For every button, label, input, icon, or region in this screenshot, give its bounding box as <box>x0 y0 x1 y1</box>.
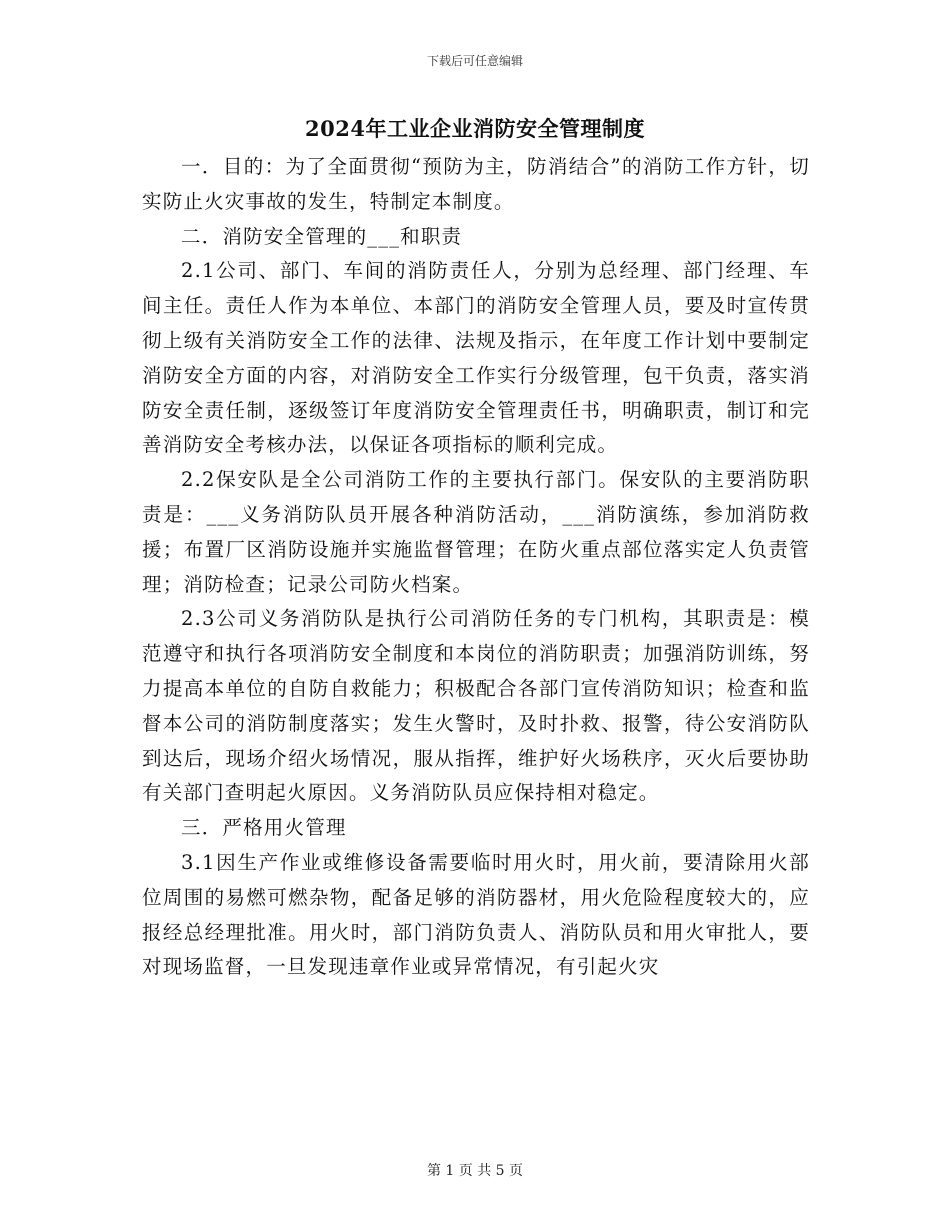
document-body <box>142 150 810 985</box>
section-heading-fire-use: 三．严格用火管理 <box>181 816 347 840</box>
page-number: 第 1 页 共 5 页 <box>426 1163 524 1179</box>
section-heading-responsibilities: 二．消防安全管理的___和职责 <box>181 224 463 248</box>
paragraph-2-2: 2.2保安队是全公司消防工作的主要执行部门。保安队的主要消防职责是：___义务消防队员开展各种消防活动，___消防演练，参加消防救援；布置厂区消防设施并实施监督管理；在防火重点部位落实定人负责管理；消防检查；记录公司防火档案。 <box>142 468 810 596</box>
header-note: 下载后可任意编辑 <box>426 54 523 68</box>
paragraph-purpose: 一．目的：为了全面贯彻“预防为主，防消结合”的消防工作方针，切实防止火灾事故的发生，特制定本制度。 <box>142 155 810 213</box>
document-title: 2024年工业企业消防安全管理制度 <box>305 116 645 141</box>
paragraph-3-1: 3.1因生产作业或维修设备需要临时用火时，用火前，要清除用火部位周围的易燃可燃杂物，配备足够的消防器材，用火危险程度较大的，应报经总经理批准。用火时，部门消防负责人、消防队员和用火审批人，要对现场监督，一旦发现违章作业或异常情况，有引起火灾 <box>142 850 810 979</box>
paragraph-2-1: 2.1公司、部门、车间的消防责任人，分别为总经理、部门经理、车间主任。责任人作为本单位、本部门的消防安全管理人员，要及时宣传贯彻上级有关消防安全工作的法律、法规及指示，在年度工作计划中要制定消防安全方面的内容，对消防安全工作实行分级管理，包干负责，落实消防安全责任制，逐级签订年度消防安全管理责任书，明确职责，制订和完善消防安全考核办法，以保证各项指标的顺利完成。 <box>142 259 810 457</box>
paragraph-2-3: 2.3公司义务消防队是执行公司消防任务的专门机构，其职责是：模范遵守和执行各项消防安全制度和本岗位的消防职责；加强消防训练，努力提高本单位的自防自救能力；积极配合各部门宣传消防知识；检查和监督本公司的消防制度落实；发生火警时，及时扑救、报警，待公安消防队到达后，现场介绍火场情况，服从指挥，维护好火场秩序，灭火后要协助有关部门查明起火原因。义务消防队员应保持相对稳定。 <box>142 607 810 805</box>
